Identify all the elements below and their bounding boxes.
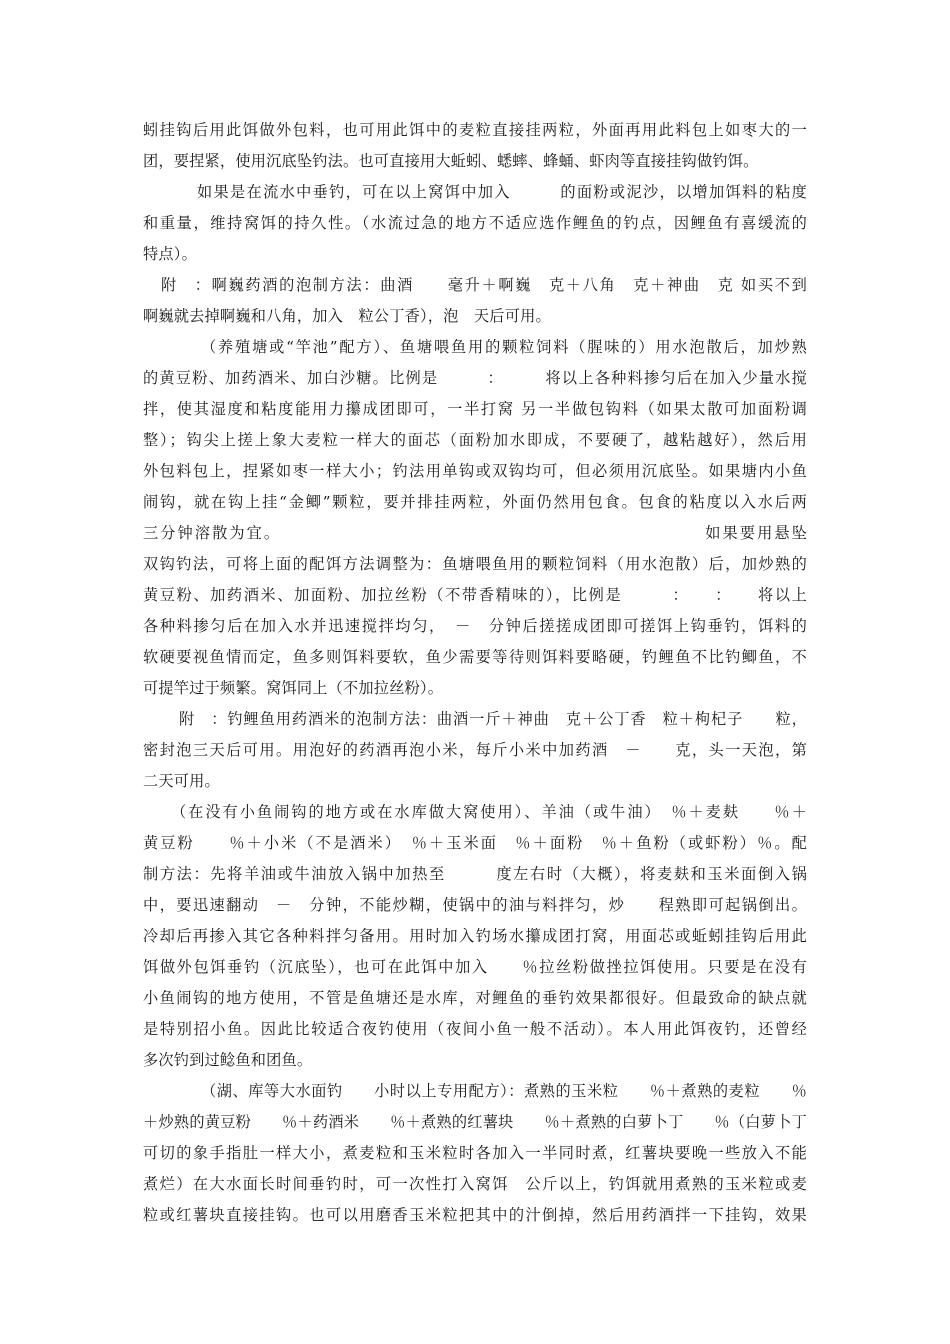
text-line: 饵做外包饵垂钓（沉底坠），也可在此饵中加入 ％拉丝粉做挫拉饵使用。只要是在没有 [143, 958, 807, 976]
text-line: 外包料包上，捏紧如枣一样大小；钓法用单钩或双钩均可，但必须用沉底坠。如果塘内小鱼 [143, 462, 807, 480]
text-line: 整）；钩尖上搓上象大麦粒一样大的面芯（面粉加水即成，不要硬了，越粘越好），然后用 [143, 431, 807, 449]
text-line: 特点）。 [143, 245, 197, 263]
text-line: 的黄豆粉、加药酒米、加白沙糖。比例是 ： 将以上各种料掺匀后在加入少量水搅 [143, 369, 807, 387]
text-line: 软硬要视鱼情而定，鱼多则饵料要软，鱼少需要等待则饵料要略硬，钓鲤鱼不比钓鲫鱼，不 [143, 648, 807, 666]
text-line: 可切的象手指肚一样大小，煮麦粒和玉米粒时各加入一半同时煮，红薯块要晚一些放入不能 [143, 1144, 807, 1162]
text-line: 团，要捏紧，使用沉底坠钓法。也可直接用大蚯蚓、蟋蟀、蜂蛹、虾肉等直接挂钩做钓饵。 [143, 152, 759, 170]
text-line: 和重量，维持窝饵的持久性。（水流过急的地方不适应选作鲤鱼的钓点，因鲤鱼有喜缓流的 [143, 214, 807, 232]
text-line: 三分钟溶散为宜。 如果要用悬坠 [143, 524, 807, 542]
text-line: 多次钓到过鲶鱼和团鱼。 [143, 1051, 313, 1069]
text-line: 制方法：先将羊油或牛油放入锅中加热至 度左右时（大概），将麦麸和玉米面倒入锅 [143, 865, 807, 883]
text-line: 双钩钓法，可将上面的配饵方法调整为：鱼塘喂鱼用的颗粒饲料（用水泡散）后，加炒熟的 [143, 555, 807, 573]
text-line: 附 ：钓鲤鱼用药酒米的泡制方法：曲酒一斤＋神曲 克＋公丁香 粒＋枸杞子 粒， [179, 710, 807, 728]
text-line: 是特别招小鱼。因此比较适合夜钓使用（夜间小鱼一般不活动）。本人用此饵夜钓，还曾经 [143, 1020, 807, 1038]
text-line: 各种料掺匀后在加入水并迅速搅拌均匀， － 分钟后搓搓成团即可搓饵上钩垂钓，饵料的 [143, 617, 807, 635]
text-line: 黄豆粉、加药酒米、加面粉、加拉丝粉（不带香精味的），比例是 ： ： 将以上 [143, 586, 807, 604]
text-line: ＋炒熟的黄豆粉 ％＋药酒米 ％＋煮熟的红薯块 ％＋煮熟的白萝卜丁 ％（白萝卜丁 [143, 1113, 807, 1131]
text-line: 黄豆粉 ％＋小米（不是酒米） ％＋玉米面 ％＋面粉 ％＋鱼粉（或虾粉）％。配 [143, 834, 807, 852]
text-line: 闹钩，就在钩上挂“金鲫”颗粒，要并排挂两粒，外面仍然用包食。包食的粘度以入水后两 [143, 493, 807, 511]
text-line: 可提竿过于频繁。窝饵同上（不加拉丝粉）。 [143, 679, 444, 697]
text-line: 冷却后再掺入其它各种料拌匀备用。用时加入钓场水攥成团打窝，用面芯或蚯蚓挂钩后用此 [143, 927, 807, 945]
text-line: （在没有小鱼闹钩的地方或在水库做大窝使用）、羊油（或牛油） ％＋麦麸 ％＋ [171, 803, 807, 821]
text-line: 粒或红薯块直接挂钩。也可以用磨香玉米粒把其中的汁倒掉，然后用药酒拌一下挂钩，效果 [143, 1206, 807, 1224]
text-line: 拌，使其湿度和粘度能用力攥成团即可，一半打窝 另一半做包钩料（如果太散可加面粉调 [143, 400, 807, 418]
text-line: 煮烂）在大水面长时间垂钓时，可一次性打入窝饵 公斤以上，钓饵就用煮熟的玉米粒或麦 [143, 1175, 807, 1193]
text-line: 密封泡三天后可用。用泡好的药酒再泡小米，每斤小米中加药酒 － 克，头一天泡，第 [143, 741, 807, 759]
text-line: （养殖塘或“竿池”配方）、鱼塘喂鱼用的颗粒饲料（腥味的）用水泡散后，加炒熟 [201, 338, 807, 356]
text-line: 小鱼闹钩的地方使用，不管是鱼塘还是水库，对鲤鱼的垂钓效果都很好。但最致命的缺点就 [143, 989, 807, 1007]
text-line: 二天可用。 [143, 772, 220, 790]
text-line: 蚓挂钩后用此饵做外包料，也可用此饵中的麦粒直接挂两粒，外面再用此料包上如枣大的一 [143, 121, 807, 139]
text-line: 中，要迅速翻动 － 分钟，不能炒糊，使锅中的油与料拌匀，炒 程熟即可起锅倒出。 [143, 896, 807, 914]
document-page [143, 115, 807, 1231]
text-line: 附 ：啊巍药酒的泡制方法：曲酒 毫升＋啊巍 克＋八角 克＋神曲 克 如买不到 [161, 276, 807, 294]
text-line: （湖、库等大水面钓 小时以上专用配方）：煮熟的玉米粒 ％＋煮熟的麦粒 ％ [201, 1082, 807, 1100]
text-line: 啊巍就去掉啊巍和八角，加入 粒公丁香），泡 天后可用。 [143, 307, 551, 325]
text-line: 如果是在流水中垂钓，可在以上窝饵中加入 的面粉或泥沙，以增加饵料的粘度 [197, 183, 807, 201]
